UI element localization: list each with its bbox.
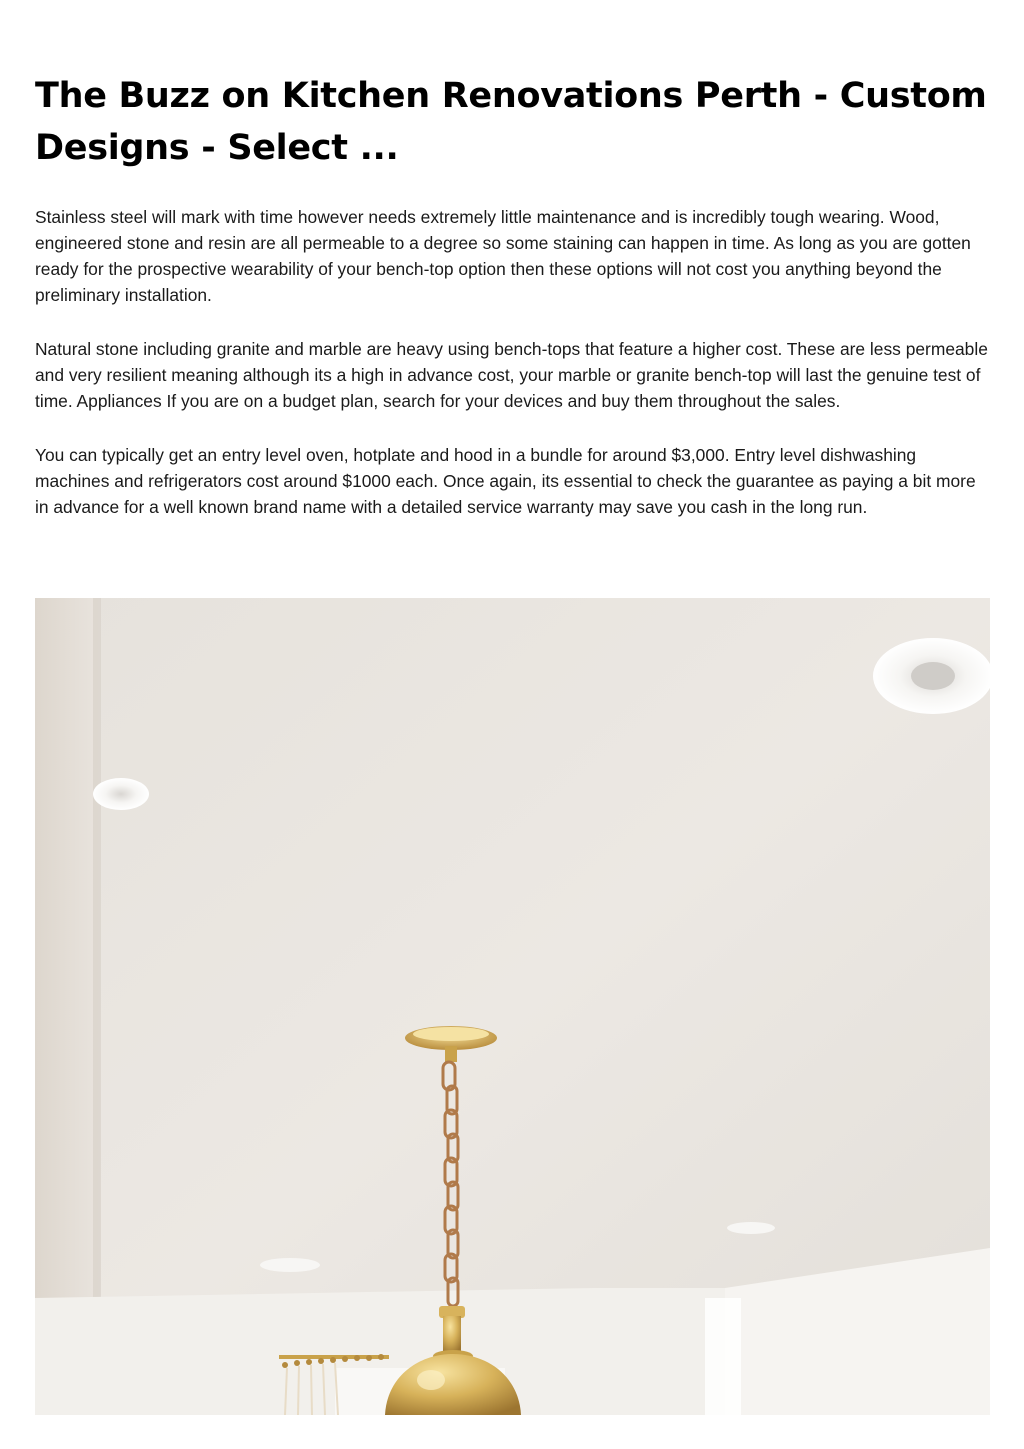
paragraph-2: Natural stone including granite and marble are heavy using bench-tops that feature a higher cost. These are less permeable and very resilient meaning although its a high in advance cost, your marble or granite bench-top will last the genuine test of time. Appliances If you are on a budget plan, search for your devices and buy them throughout the sales.	[35, 339, 988, 411]
paragraph-3: You can typically get an entry level oven, hotplate and hood in a bundle for around $3,000. Entry level dishwashing machines and refrigerators cost around $1000 each. Once again, its essential to check the guarantee as paying a bit more in advance for a well known brand name with a detailed service warranty may save you cash in the long run.	[35, 445, 976, 517]
article	[35, 70, 990, 548]
pendant-light-image	[35, 598, 990, 1415]
paragraph-1: Stainless steel will mark with time however needs extremely little maintenance and is incredibly tough wearing. Wood, engineered stone and resin are all permeable to a degree so some staining can happen in time. As long as you are gotten ready for the prospective wearability of your bench-top option then these options will not cost you anything beyond the preliminary installation.	[35, 207, 971, 305]
article-body	[35, 204, 990, 520]
page-title: The Buzz on Kitchen Renovations Perth - Custom Designs - Select ...	[35, 76, 987, 168]
kitchen-photo	[35, 598, 990, 1415]
